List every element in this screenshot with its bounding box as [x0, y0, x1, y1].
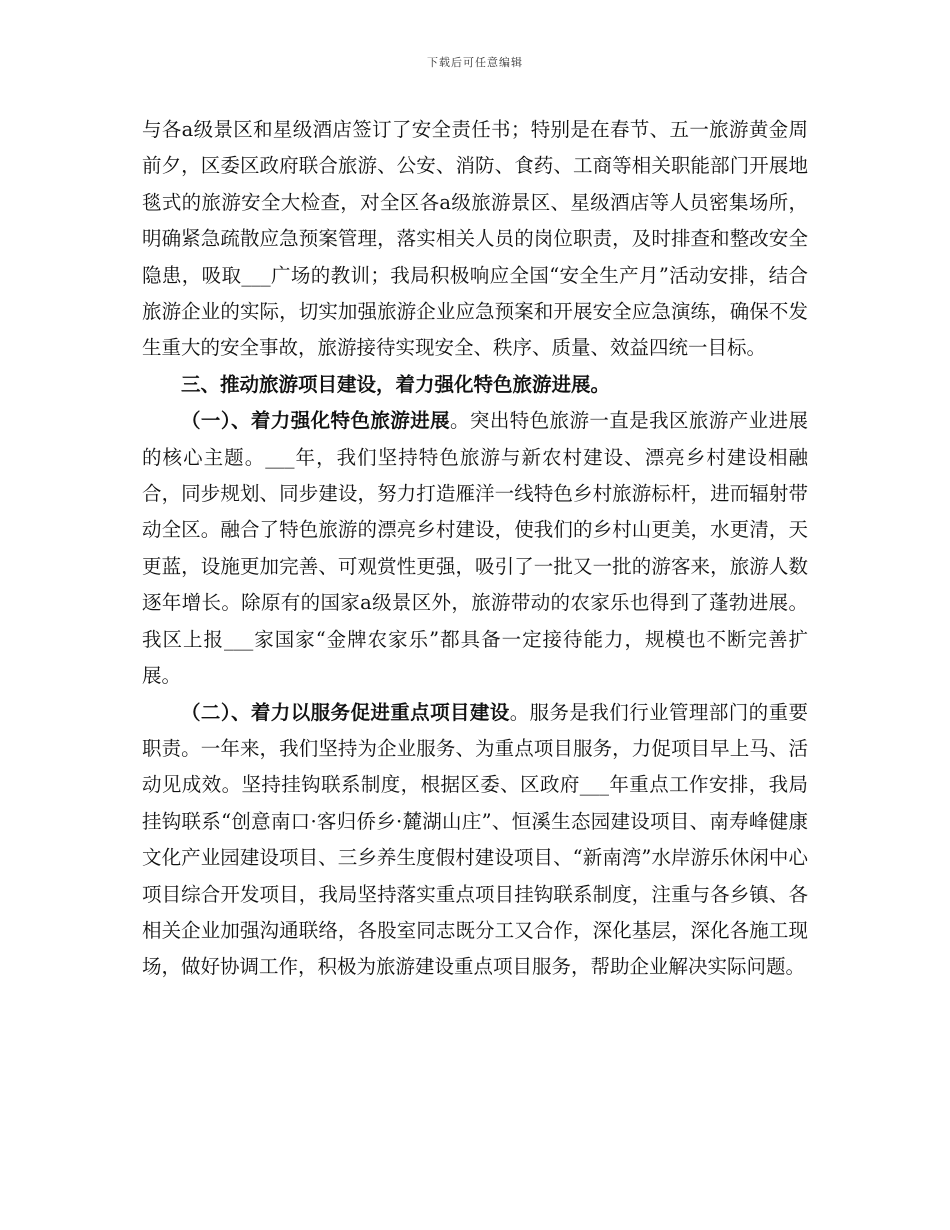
paragraph-special-tourism-text: 。突出特色旅游一直是我区旅游产业进展的核心主题。___年，我们坚持特色旅游与新农村建设、漂亮乡村建设相融合，同步规划、同步建设，努力打造雁洋一线特色乡村旅游标杆，进而辐射带动全区。融合了特色旅游的漂亮乡村建设，使我们的乡村山更美，水更清，天更蓝，设施更加完善、可观赏性更强，吸引了一批又一批的游客来，旅游人数逐年增长。除原有的国家a级景区外，旅游带动的农家乐也得到了蓬勃进展。我区上报___家国家“金牌农家乐”都具备一定接待能力，规模也不断完善扩展。 — [142, 409, 808, 688]
section-heading-three: 三、推动旅游项目建设，着力强化特色旅游进展。 — [181, 372, 611, 396]
page-header: 下载后可任意编辑 — [427, 56, 523, 69]
subheading-two: （二）、着力以服务促进重点项目建设 — [181, 700, 510, 724]
paragraph-key-projects-text: 。服务是我们行业管理部门的重要职责。一年来，我们坚持为企业服务、为重点项目服务，力促项目早上马、活动见成效。坚持挂钩联系制度，根据区委、区政府___年重点工作安排，我局挂钩联系“创意南口·客归侨乡·麓湖山庄”、恒溪生态园建设项目、南寿峰健康文化产业园建设项目、三乡养生度假村建设项目、“新南湾”水岸游乐休闲中心项目综合开发项目，我局坚持落实重点项目挂钩联系制度，注重与各乡镇、各相关企业加强沟通联络，各股室同志既分工又合作，深化基层，深化各施工现场，做好协调工作，积极为旅游建设重点项目服务，帮助企业解决实际问题。 — [142, 700, 808, 979]
subheading-one: （一）、着力强化特色旅游进展 — [181, 409, 450, 433]
paragraph-safety: 与各a级景区和星级酒店签订了安全责任书；特别是在春节、五一旅游黄金周前夕，区委区政府联合旅游、公安、消防、食药、工商等相关职能部门开展地毯式的旅游安全大检查，对全区各a级旅游景区、星级酒店等人员密集场所，明确紧急疏散应急预案管理，落实相关人员的岗位职责，及时排查和整改安全隐患，吸取___广场的教训；我局积极响应全国“安全生产月”活动安排，结合旅游企业的实际，切实加强旅游企业应急预案和开展安全应急演练，确保不发生重大的安全事故，旅游接待实现安全、秩序、质量、效益四统一目标。 — [142, 118, 808, 360]
paragraph-key-projects — [142, 695, 808, 986]
paragraph-special-tourism — [142, 403, 808, 694]
document-body — [142, 112, 808, 986]
